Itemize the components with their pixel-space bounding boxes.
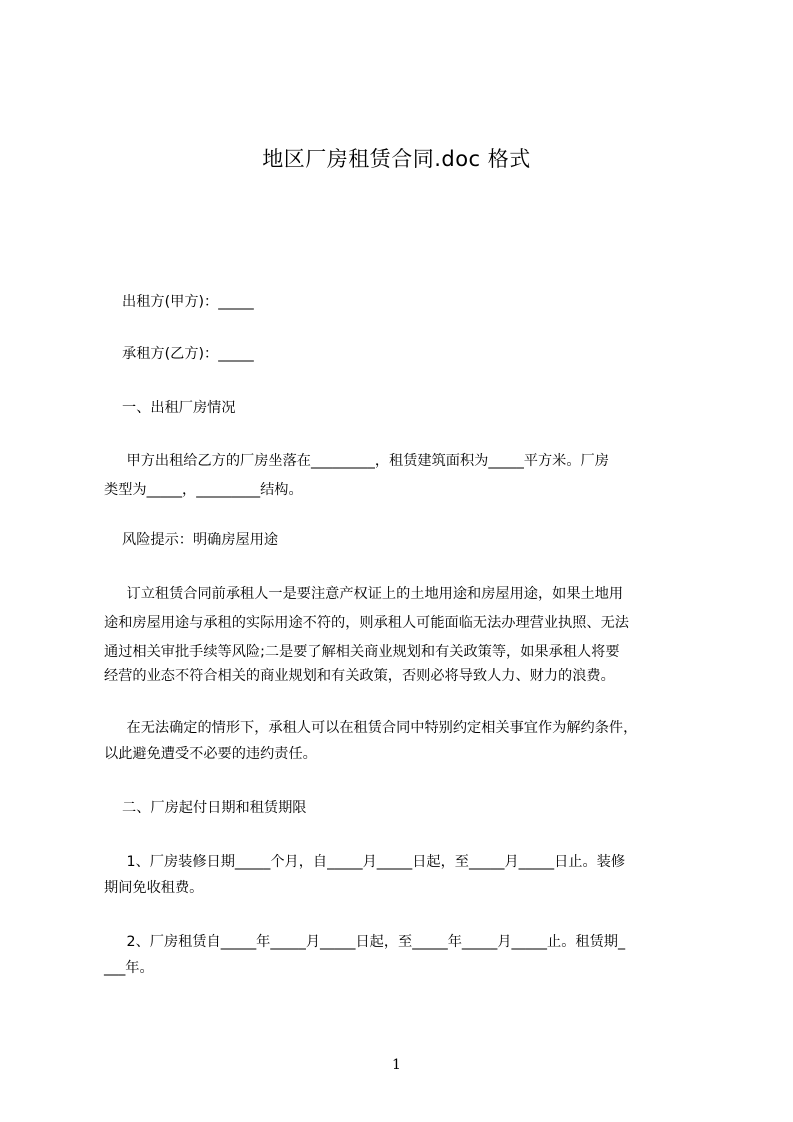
paragraph-line: 以此避免遭受不必要的违约责任。 <box>104 746 317 762</box>
paragraph-line: 途和房屋用途与承租的实际用途不符的，则承租人可能面临无法办理营业执照、无法 <box>104 615 629 631</box>
page-number: 1 <box>392 1057 401 1073</box>
paragraph-line: 2、厂房租赁自_____年_____月_____日起，至_____年_____月_____止。租赁期_ <box>104 934 626 950</box>
paragraph-line: 1、厂房装修日期_____个月，自_____月_____日起，至_____月_____日止。装修 <box>104 854 626 870</box>
paragraph-line: 类型为_____，_________结构。 <box>104 482 303 498</box>
paragraph-line: 订立租赁合同前承租人一是要注意产权证上的土地用途和房屋用途，如果土地用 <box>104 586 624 602</box>
paragraph-line: 在无法确定的情形下，承租人可以在租赁合同中特别约定相关事宜作为解约条件， <box>104 720 638 736</box>
document-title: 地区厂房租赁合同.doc 格式 <box>262 147 531 171</box>
section-1-heading: 一、出租厂房情况 <box>104 400 236 416</box>
lessor-line: 出租方(甲方)：_____ <box>104 294 254 310</box>
paragraph-line: 通过相关审批手续等风险;二是要了解相关商业规划和有关政策等，如果承租人将要 <box>104 644 620 660</box>
risk-tip-line: 风险提示：明确房屋用途 <box>104 532 279 548</box>
lessee-line: 承租方(乙方)：_____ <box>104 346 254 362</box>
paragraph-line: 甲方出租给乙方的厂房坐落在_________，租赁建筑面积为_____平方米。厂房 <box>104 453 609 469</box>
paragraph-line: ___年。 <box>104 960 154 976</box>
paragraph-line: 经营的业态不符合相关的商业规划和有关政策，否则必将导致人力、财力的浪费。 <box>104 668 615 684</box>
section-2-heading: 二、厂房起付日期和租赁期限 <box>104 800 307 816</box>
paragraph-line: 期间免收租费。 <box>104 880 204 896</box>
